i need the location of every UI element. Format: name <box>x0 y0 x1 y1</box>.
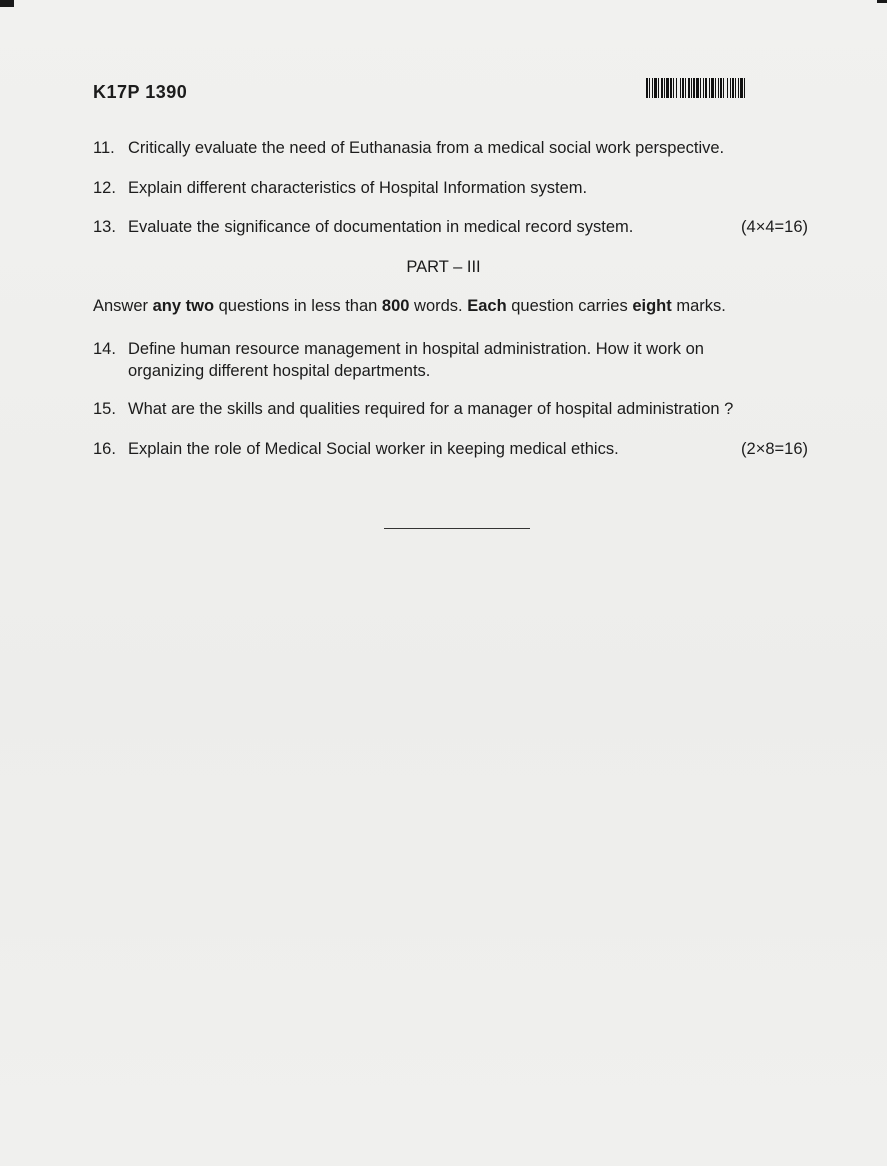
part-instruction <box>93 295 813 317</box>
question-14 <box>93 338 808 382</box>
question-number: 16. <box>93 440 116 458</box>
instruction-emphasis: any two <box>152 297 215 315</box>
question-number: 15. <box>93 400 116 418</box>
question-13 <box>93 216 808 238</box>
marks-allocation: (2×8=16) <box>741 440 808 458</box>
question-number: 14. <box>93 340 116 358</box>
question-number: 11. <box>93 139 115 157</box>
question-16 <box>93 438 808 460</box>
question-11 <box>93 137 808 159</box>
corner-registration-mark-right <box>877 0 887 3</box>
instruction-text: marks. <box>671 297 726 315</box>
question-number: 12. <box>93 179 116 197</box>
question-text: Explain different characteristics of Hospital Information system. <box>128 179 588 197</box>
instruction-emphasis: 800 <box>381 297 410 315</box>
question-text: Evaluate the significance of documentation in medical record system. <box>128 218 634 236</box>
instruction-text: Answer <box>93 297 153 315</box>
instruction-emphasis: eight <box>632 297 672 315</box>
question-15 <box>93 398 808 420</box>
instruction-text: question carries <box>506 297 633 315</box>
marks-allocation: (4×4=16) <box>741 218 808 236</box>
page-header <box>93 78 808 108</box>
question-text: What are the skills and qualities required for a manager of hospital administration ? <box>128 400 734 418</box>
part-title: PART – III <box>406 258 481 276</box>
instruction-text: questions in less than <box>214 297 382 315</box>
paper-code: K17P 1390 <box>93 82 188 102</box>
barcode-icon <box>646 78 808 98</box>
end-divider <box>384 528 530 529</box>
question-12 <box>93 177 808 199</box>
instruction-text: words. <box>409 297 468 315</box>
question-text: Explain the role of Medical Social worker in keeping medical ethics. <box>128 440 619 458</box>
question-number: 13. <box>93 218 116 236</box>
question-text: Critically evaluate the need of Euthanasia from a medical social work perspective. <box>128 139 725 157</box>
instruction-emphasis: Each <box>467 297 507 315</box>
corner-registration-mark <box>0 0 14 7</box>
question-text: Define human resource management in hospital administration. How it work on organizing different hospital departments. <box>128 340 704 380</box>
